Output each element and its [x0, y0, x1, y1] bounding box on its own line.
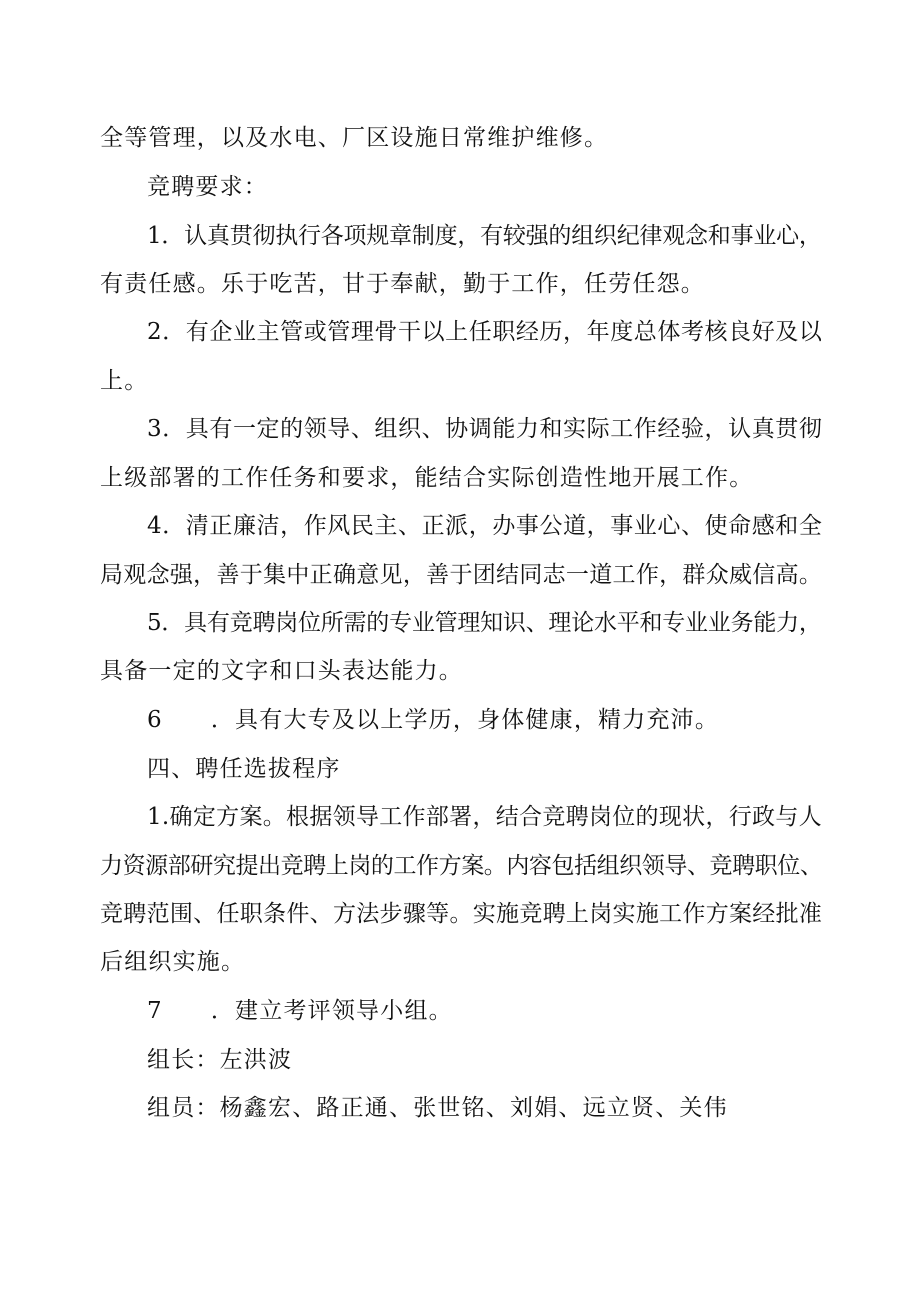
list-item-text: ．具有大专及以上学历，身体健康，精力充沛。 — [210, 707, 720, 733]
paragraph-line: 上。 — [100, 368, 149, 394]
paragraph-line: 全等管理，以及水电、厂区设施日常维护维修。 — [100, 125, 609, 151]
section-heading: 四、聘任选拔程序 — [147, 756, 341, 782]
paragraph-line: 后组织实施。 — [100, 949, 246, 975]
paragraph-line: 力资源部研究提出竞聘上岗的工作方案。内容包括组织领导、竞聘职位、 — [100, 853, 823, 879]
section-heading: 竞聘要求： — [147, 174, 268, 200]
group-members-line: 组员：杨鑫宏、路正通、张世铭、刘娟、远立贤、关伟 — [147, 1095, 728, 1121]
list-number: 7 — [147, 998, 163, 1024]
list-number: 6 — [147, 707, 163, 733]
paragraph-line: 有责任感。乐于吃苦，甘于奉献，勤于工作，任劳任怨。 — [100, 271, 705, 297]
list-item-text: ．建立考评领导小组。 — [210, 998, 453, 1024]
paragraph-line: 1.确定方案。根据领导工作部署，结合竞聘岗位的现状，行政与人 — [147, 804, 822, 830]
paragraph-line: 上级部署的工作任务和要求，能结合实际创造性地开展工作。 — [100, 465, 754, 491]
paragraph-line: 竞聘范围、任职条件、方法步骤等。实施竞聘上岗实施工作方案经批准 — [100, 901, 823, 927]
paragraph-line: 1．认真贯彻执行各项规章制度，有较强的组织纪律观念和事业心， — [147, 223, 822, 249]
paragraph-line: 具备一定的文字和口头表达能力。 — [100, 658, 463, 684]
paragraph-line: 4．清正廉洁，作风民主、正派，办事公道，事业心、使命感和全 — [147, 513, 823, 539]
paragraph-line: 2．有企业主管或管理骨干以上任职经历，年度总体考核良好及以 — [147, 319, 823, 345]
list-item-6 — [147, 705, 719, 735]
paragraph-line: 5．具有竞聘岗位所需的专业管理知识、理论水平和专业业务能力， — [147, 610, 822, 636]
group-leader-line: 组长：左洪波 — [147, 1047, 293, 1073]
list-item-7 — [147, 996, 453, 1026]
paragraph-line: 局观念强，善于集中正确意见，善于团结同志一道工作，群众威信高。 — [100, 562, 823, 588]
paragraph-line: 3．具有一定的领导、组织、协调能力和实际工作经验，认真贯彻 — [147, 416, 823, 442]
